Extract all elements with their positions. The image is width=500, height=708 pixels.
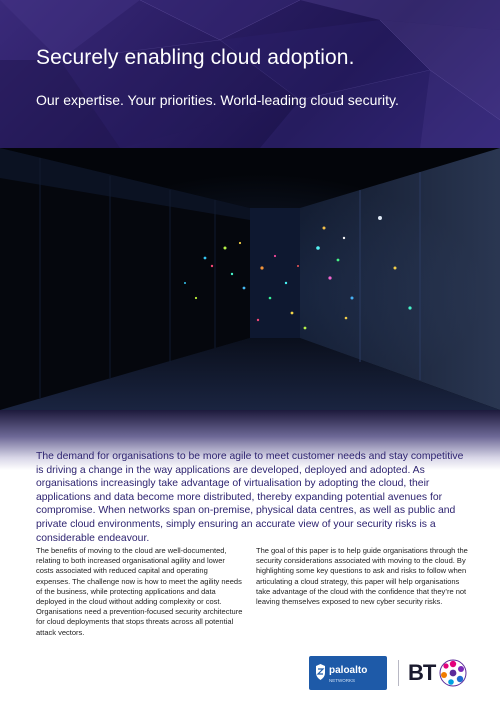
body-column-right: The goal of this paper is to help guide organisations through the security considerations associated with moving to the cloud. By highlighting some key questions to ask and risks to follow when articulating a cloud strategy, this paper will help organisations take advantage of the cloud with the confidence that they’re not leaving themselves exposed to new cyber security risks.: [256, 546, 468, 607]
bt-globe-icon: [438, 658, 468, 688]
page-title: Securely enabling cloud adoption.: [36, 46, 355, 69]
logo-divider: [398, 660, 399, 686]
bt-wordmark: BT: [408, 660, 436, 685]
paloalto-tagline: NETWORKS: [329, 678, 356, 683]
paloalto-logo: [309, 656, 387, 690]
paloalto-wordmark: paloalto: [329, 665, 368, 676]
datacenter-photo: [0, 148, 500, 410]
server-aisle-image: [0, 148, 500, 410]
intro-paragraph: The demand for organisations to be more agile to meet customer needs and stay competitive is driving a change in the way applications are developed, deployed and adopted. As organisations increasingly take advantage of virtualisation by adopting the cloud, their applications and data become more distributed, thereby expanding potential avenues for compromise. When networks span on-premise, physical data centres, as well as public and private cloud environments, simply ensuring an accurate view of your security risks is a considerable endeavour.: [36, 451, 464, 544]
page-subtitle: Our expertise. Your priorities. World-leading cloud security.: [36, 92, 399, 108]
body-column-left: The benefits of moving to the cloud are well-documented, relating to both increased organisational agility and lower costs associated with reduced capital and operating expenses. The challenge now is how to meet the agility needs of the business, while protecting applications and data deployed in the cloud without adding complexity or cost. Organisations need a prevention-focused security architecture for cloud deployments that stops threats across all potential attack vectors.: [36, 546, 243, 637]
hero-banner: [0, 0, 500, 148]
hero-facet-pattern: [0, 0, 500, 148]
paloalto-shield-icon: [315, 664, 326, 680]
partner-logos: [302, 652, 482, 698]
